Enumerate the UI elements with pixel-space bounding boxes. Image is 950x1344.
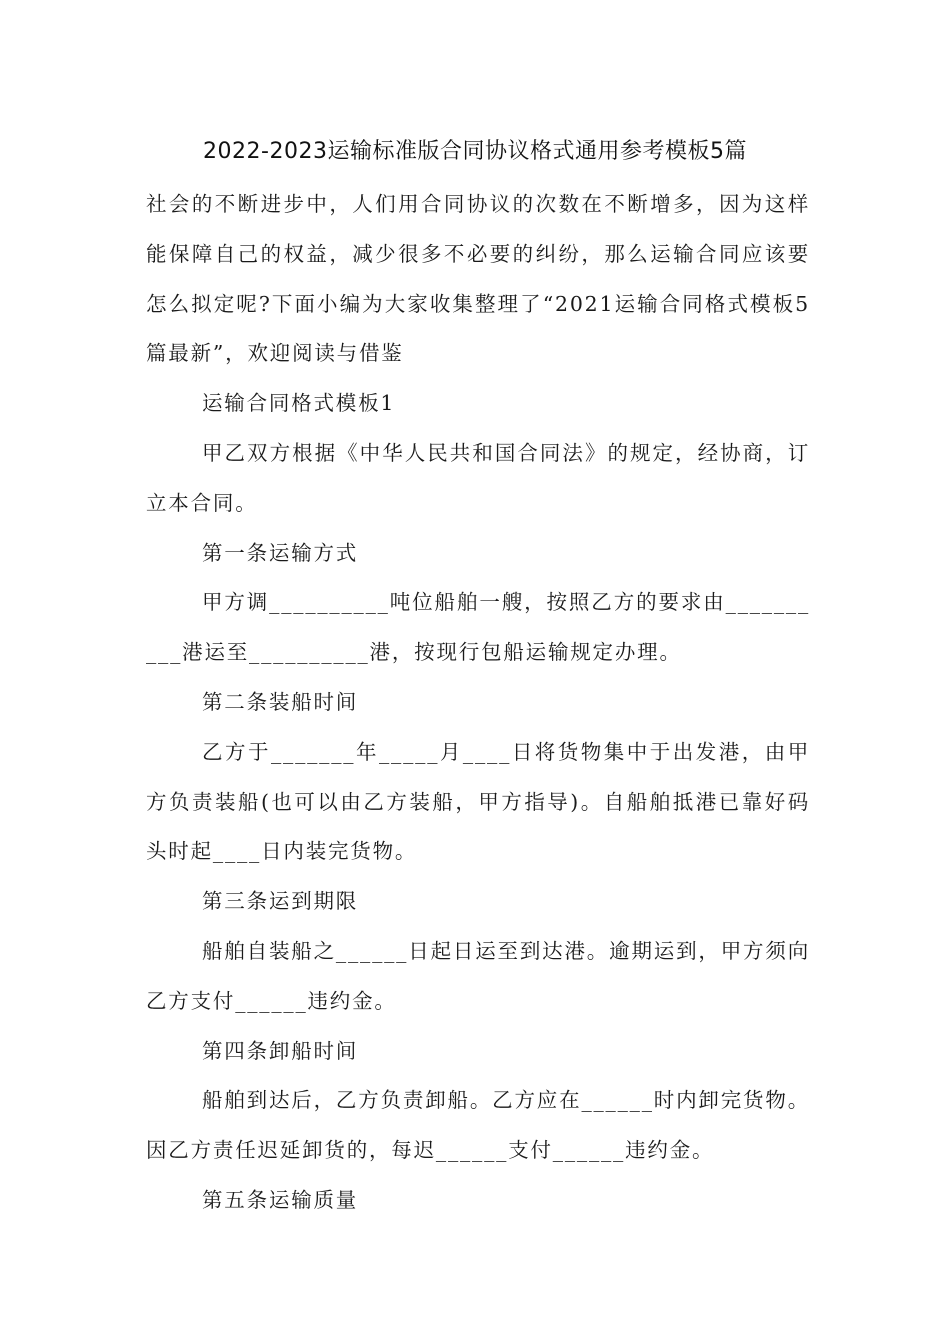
article-1-paragraph: 甲方调__________吨位船舶一艘，按照乙方的要求由__________港运至__________港，按现行包船运输规定办理。 — [146, 590, 810, 665]
article-5-heading: 第五条运输质量 — [202, 1187, 359, 1212]
document-body — [146, 180, 810, 1226]
article-4-paragraph: 船舶到达后，乙方负责卸船。乙方应在______时内卸完货物。因乙方责任迟延卸货的，每迟______支付______违约金。 — [146, 1088, 810, 1163]
article-3-paragraph: 船舶自装船之______日起日运至到达港。逾期运到，甲方须向乙方支付______违约金。 — [146, 938, 810, 1013]
preamble-paragraph: 甲乙双方根据《中华人民共和国合同法》的规定，经协商，订立本合同。 — [146, 440, 810, 515]
article-3-heading: 第三条运到期限 — [202, 889, 359, 914]
document-title: 2022-2023运输标准版合同协议格式通用参考模板5篇 — [203, 139, 747, 164]
article-1-heading: 第一条运输方式 — [202, 540, 359, 565]
article-4-heading: 第四条卸船时间 — [202, 1038, 359, 1063]
article-2-heading: 第二条装船时间 — [202, 689, 359, 714]
article-2-paragraph: 乙方于_______年_____月____日将货物集中于出发港，由甲方负责装船(也可以由乙方装船，甲方指导)。自船舶抵港已靠好码头时起____日内装完货物。 — [146, 739, 810, 864]
template-heading: 运输合同格式模板1 — [202, 391, 396, 416]
intro-paragraph: 社会的不断进步中，人们用合同协议的次数在不断增多，因为这样能保障自己的权益，减少很多不必要的纠纷，那么运输合同应该要怎么拟定呢?下面小编为大家收集整理了“2021运输合同格式模板5篇最新”，欢迎阅读与借鉴 — [146, 192, 810, 366]
